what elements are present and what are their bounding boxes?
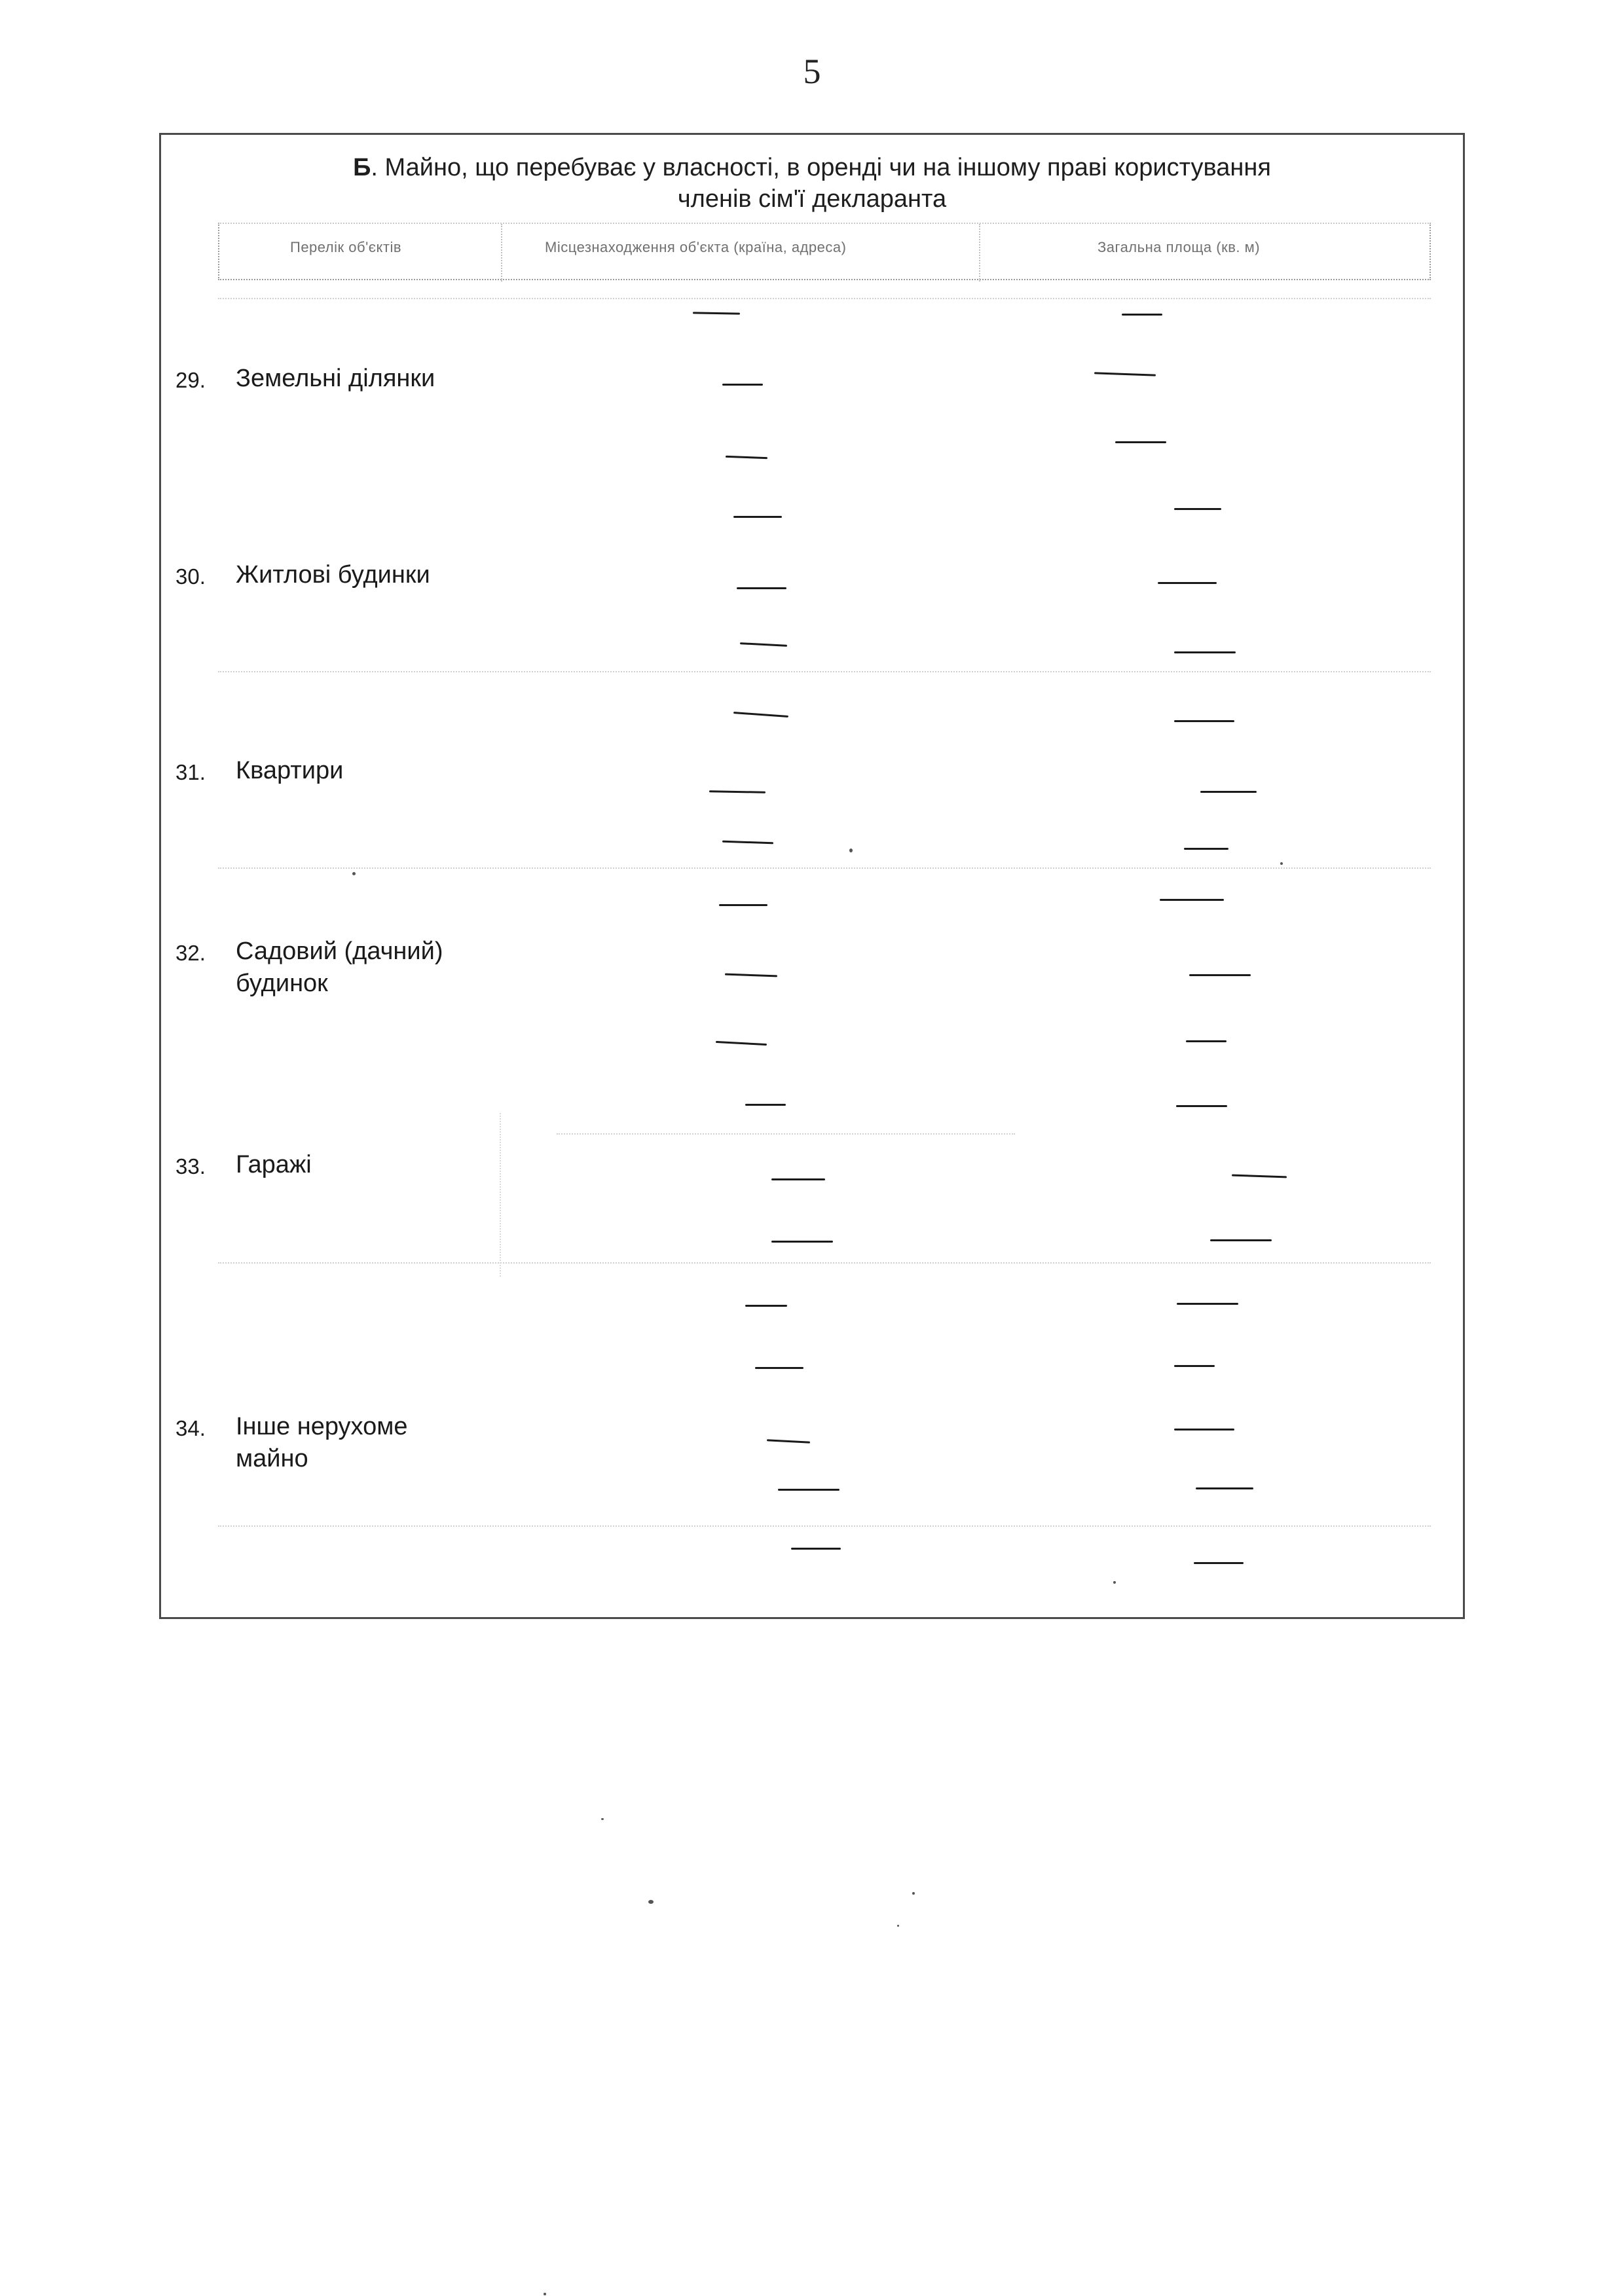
row-label-land-plots xyxy=(236,363,435,395)
location-dash xyxy=(722,384,763,386)
location-dash xyxy=(719,904,767,906)
row-label-line: Квартири xyxy=(236,757,344,784)
scan-speck xyxy=(1280,862,1283,865)
row-label-apartments xyxy=(236,755,343,787)
row-label-other-real-estate xyxy=(236,1411,408,1475)
location-dash xyxy=(771,1241,833,1243)
scan-speck xyxy=(1113,1581,1116,1584)
page-number: 5 xyxy=(803,52,821,91)
section-title-text: Майно, що перебуває у власності, в оренді чи на іншому праві користування xyxy=(384,154,1271,181)
location-dash xyxy=(733,516,782,518)
row-number: 34. xyxy=(175,1416,206,1440)
area-dash xyxy=(1115,441,1166,443)
row-label-line: Гаражі xyxy=(236,1151,312,1178)
row-label-line: Інше нерухоме xyxy=(236,1413,408,1440)
row-number: 29. xyxy=(175,368,206,392)
location-dash xyxy=(791,1548,841,1550)
area-dash xyxy=(1122,314,1162,316)
area-dash xyxy=(1158,582,1217,584)
area-dash xyxy=(1174,1365,1215,1367)
area-dash xyxy=(1174,508,1221,510)
location-dash xyxy=(778,1489,840,1491)
location-dash xyxy=(771,1178,825,1180)
row-label-line: Земельні ділянки xyxy=(236,365,435,392)
row-number: 30. xyxy=(175,564,206,589)
scan-speck xyxy=(352,872,356,875)
area-dash xyxy=(1210,1239,1272,1241)
scan-speck xyxy=(849,848,853,852)
row-label-garden-house xyxy=(236,936,443,1000)
row-label-garages xyxy=(236,1149,312,1181)
table-divider xyxy=(218,671,1431,672)
table-divider xyxy=(557,1133,1015,1135)
declaration-section-frame xyxy=(159,133,1465,1619)
scan-speck xyxy=(912,1892,915,1895)
area-dash xyxy=(1184,848,1228,850)
area-dash xyxy=(1176,1105,1227,1107)
area-dash xyxy=(1174,720,1234,722)
table-divider xyxy=(218,1262,1431,1264)
column-header-area: Загальна площа (кв. м) xyxy=(1098,239,1261,255)
section-title-line-2: членів сім'ї декларанта xyxy=(677,185,947,213)
table-divider xyxy=(218,1525,1431,1527)
header-divider xyxy=(979,224,980,282)
column-header-location: Місцезнаходження об'єкта (країна, адреса) xyxy=(545,239,847,255)
row-label-line: майно xyxy=(236,1445,308,1472)
location-dash xyxy=(745,1305,787,1307)
location-dash xyxy=(745,1104,786,1106)
scan-speck xyxy=(648,1900,654,1904)
column-header-objects: Перелік об'єктів xyxy=(290,239,402,255)
section-title xyxy=(0,152,1624,215)
area-dash xyxy=(1196,1487,1253,1489)
location-dash xyxy=(755,1367,803,1369)
row-label-line: Садовий (дачний) xyxy=(236,938,443,965)
area-dash xyxy=(1200,791,1257,793)
scan-speck xyxy=(601,1818,604,1820)
row-number: 33. xyxy=(175,1154,206,1178)
area-dash xyxy=(1186,1040,1227,1042)
area-dash xyxy=(1194,1562,1244,1564)
table-column-divider xyxy=(500,1113,501,1277)
section-title-line-1: Б. Майно, що перебуває у власності, в оренді чи на іншому праві користування xyxy=(353,154,1271,181)
section-letter: Б xyxy=(353,154,371,181)
row-label-line: Житлові будинки xyxy=(236,561,430,589)
table-divider xyxy=(218,298,1431,299)
scan-speck xyxy=(897,1925,899,1927)
area-dash xyxy=(1174,651,1236,653)
row-number: 31. xyxy=(175,760,206,784)
area-dash xyxy=(1174,1429,1234,1430)
row-number: 32. xyxy=(175,941,206,965)
header-divider xyxy=(501,224,502,282)
area-dash xyxy=(1160,899,1224,901)
scan-speck xyxy=(544,2293,546,2295)
area-dash xyxy=(1177,1303,1238,1305)
row-label-houses xyxy=(236,559,430,591)
area-dash xyxy=(1189,974,1251,976)
location-dash xyxy=(737,587,786,589)
row-label-line: будинок xyxy=(236,970,328,997)
table-divider xyxy=(218,867,1431,869)
